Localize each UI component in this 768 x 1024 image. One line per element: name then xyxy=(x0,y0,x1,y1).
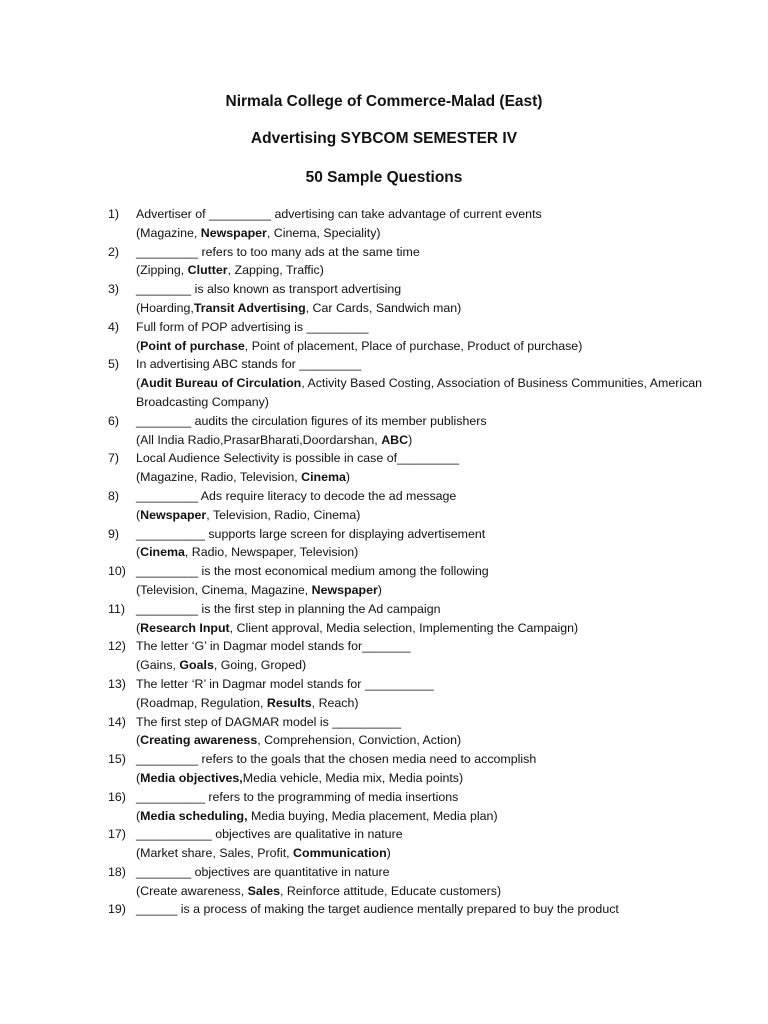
question-number: 4) xyxy=(108,319,120,334)
option: Market share xyxy=(140,846,213,861)
question-options: (Market share, Sales, Profit, Communication) xyxy=(136,846,391,861)
question-text: In advertising ABC stands for _________ xyxy=(136,357,362,372)
option: Radio xyxy=(191,545,225,560)
question-text: ________ audits the circulation figures of its member publishers xyxy=(136,413,487,428)
option: Magazine xyxy=(140,470,194,485)
option: Cinema xyxy=(313,507,357,522)
college-title: Nirmala College of Commerce-Malad (East) xyxy=(225,93,543,110)
option: Magazine xyxy=(251,582,305,597)
correct-option: Cinema xyxy=(140,545,185,560)
question-number: 19) xyxy=(108,902,126,917)
question-item xyxy=(0,863,768,901)
question-options: (Magazine, Radio, Television, Cinema) xyxy=(136,470,351,485)
option: Newspaper xyxy=(231,545,294,560)
question-number: 12) xyxy=(108,639,126,654)
option: Media selection xyxy=(326,620,413,635)
correct-option: ABC xyxy=(381,432,409,447)
question-number: 18) xyxy=(108,864,126,879)
question-number: 5) xyxy=(108,357,120,372)
question-text: The letter ‘G’ in Dagmar model stands for_______ xyxy=(136,639,411,654)
question-options: (Zipping, Clutter, Zapping, Traffic) xyxy=(136,263,324,278)
question-number: 11) xyxy=(108,601,125,616)
correct-option: Goals xyxy=(179,658,214,673)
option: Cinema xyxy=(201,582,245,597)
question-text: Local Audience Selectivity is possible in case of_________ xyxy=(136,451,460,466)
question-text: _________ refers to too many ads at the same time xyxy=(136,244,420,259)
option: Hoarding, xyxy=(140,300,194,315)
question-item xyxy=(0,562,768,600)
question-number: 9) xyxy=(108,526,120,541)
correct-option: Newspaper xyxy=(311,582,378,597)
question-item xyxy=(0,825,768,863)
question-options: (Television, Cinema, Magazine, Newspaper) xyxy=(136,582,382,597)
option: Zapping xyxy=(234,263,280,278)
question-options: (Point of purchase, Point of placement, Place of purchase, Product of purchase) xyxy=(136,338,583,353)
question-item xyxy=(0,487,768,525)
option: Television xyxy=(239,470,295,485)
option: All India Radio,PrasarBharati,Doordarshan, xyxy=(140,432,382,447)
question-number: 1) xyxy=(108,207,120,221)
question-options: (Media scheduling, Media buying, Media placement, Media plan) xyxy=(136,808,498,823)
option: Product of purchase xyxy=(467,338,579,353)
question-text: ______ is a process of making the target audience mentally prepared to buy the product xyxy=(136,902,619,917)
question-options: (Cinema, Radio, Newspaper, Television) xyxy=(136,545,359,560)
question-options: (Media objectives,Media vehicle, Media mix, Media points) xyxy=(136,770,464,785)
question-number: 17) xyxy=(108,827,126,842)
correct-option: Audit Bureau of Circulation xyxy=(140,376,302,391)
question-text: ________ objectives are quantitative in nature xyxy=(136,864,390,879)
question-item xyxy=(0,600,768,638)
option: Educate customers xyxy=(390,883,497,898)
question-text: Full form of POP advertising is _________ xyxy=(136,319,369,334)
correct-option: Newspaper xyxy=(200,225,267,240)
question-number: 16) xyxy=(108,789,126,804)
question-number: 13) xyxy=(108,676,126,691)
question-item xyxy=(0,318,768,356)
option: Point of placement xyxy=(251,338,355,353)
question-text: _________ Ads require literacy to decode the ad message xyxy=(136,488,457,503)
option: Radio xyxy=(274,507,307,522)
option: Regulation xyxy=(200,695,261,710)
option: Zipping xyxy=(140,263,181,278)
correct-option: Media objectives, xyxy=(140,770,243,785)
option: Traffic xyxy=(285,263,320,278)
question-number: 10) xyxy=(108,564,126,579)
question-item xyxy=(0,525,768,563)
correct-option: Media scheduling, xyxy=(140,808,248,823)
correct-option: Transit Advertising xyxy=(193,300,306,315)
question-text: The first step of DAGMAR model is __________ xyxy=(136,714,402,729)
question-text: _________ is the first step in planning the Ad campaign xyxy=(136,601,441,616)
option: Roadmap xyxy=(140,695,194,710)
option: Television xyxy=(299,545,355,560)
question-item xyxy=(0,449,768,487)
option: Reach xyxy=(318,695,355,710)
question-item xyxy=(0,205,768,243)
question-item xyxy=(0,900,768,919)
correct-option: Results xyxy=(266,695,312,710)
correct-option: Creating awareness xyxy=(140,733,258,748)
question-options: (All India Radio,PrasarBharati,Doordarshan, ABC) xyxy=(136,432,413,447)
option: Implementing the Campaign xyxy=(419,620,575,635)
question-item xyxy=(0,675,768,713)
correct-option: Sales xyxy=(247,883,280,898)
option: Media vehicle, Media mix, Media points xyxy=(242,770,459,785)
question-item xyxy=(0,280,768,318)
option: Cinema xyxy=(273,225,317,240)
option: Action xyxy=(422,733,457,748)
question-item xyxy=(0,750,768,788)
option: American Broadcasting Company xyxy=(136,376,703,409)
question-number: 3) xyxy=(108,282,120,297)
option: Gains xyxy=(140,658,173,673)
option: Magazine xyxy=(140,225,194,240)
question-number: 14) xyxy=(108,714,126,729)
option: Reinforce attitude xyxy=(286,883,384,898)
question-item xyxy=(0,243,768,281)
option: Groped xyxy=(260,658,303,673)
question-item xyxy=(0,412,768,450)
option: Sales xyxy=(219,846,251,861)
option: Going xyxy=(220,658,254,673)
question-options: (Hoarding,Transit Advertising, Car Cards, Sandwich man) xyxy=(136,300,462,315)
correct-option: Cinema xyxy=(301,470,346,485)
question-number: 6) xyxy=(108,413,120,428)
option: Media buying, Media placement, Media plan xyxy=(247,808,494,823)
correct-option: Point of purchase xyxy=(140,338,245,353)
question-text: Advertiser of _________ advertising can take advantage of current events xyxy=(136,207,542,221)
question-list xyxy=(0,205,768,919)
course-title: Advertising SYBCOM SEMESTER IV xyxy=(250,130,518,147)
option: Client approval xyxy=(236,620,320,635)
option: Conviction xyxy=(358,733,417,748)
question-options: (Newspaper, Television, Radio, Cinema) xyxy=(136,507,361,522)
question-options: (Magazine, Newspaper, Cinema, Speciality) xyxy=(136,225,381,240)
correct-option: Newspaper xyxy=(140,507,207,522)
question-text: ________ is also known as transport advertising xyxy=(136,282,402,297)
question-number: 8) xyxy=(108,488,120,503)
question-text: _________ is the most economical medium among the following xyxy=(136,564,489,579)
question-text: The letter ‘R’ in Dagmar model stands for __________ xyxy=(136,676,434,691)
question-options: (Audit Bureau of Circulation, Activity Based Costing, Association of Business Communities, American Broadcasting Company) xyxy=(136,376,703,409)
question-options: (Research Input, Client approval, Media selection, Implementing the Campaign) xyxy=(136,620,579,635)
option: Activity Based Costing xyxy=(307,376,431,391)
correct-option: Clutter xyxy=(187,263,228,278)
option: Speciality xyxy=(323,225,377,240)
option: Radio xyxy=(200,470,234,485)
question-number: 15) xyxy=(108,752,126,767)
question-options: (Gains, Goals, Going, Groped) xyxy=(136,658,307,673)
question-options: (Roadmap, Regulation, Results, Reach) xyxy=(136,695,359,710)
option: Association of Business Communities xyxy=(436,376,644,391)
sample-questions-title: 50 Sample Questions xyxy=(305,169,463,186)
question-item xyxy=(0,637,768,675)
question-item xyxy=(0,788,768,826)
question-item xyxy=(0,713,768,751)
question-text: ___________ objectives are qualitative in nature xyxy=(136,827,403,842)
question-options: (Creating awareness, Comprehension, Conviction, Action) xyxy=(136,733,462,748)
correct-option: Research Input xyxy=(140,620,230,635)
option: Create awareness xyxy=(140,883,241,898)
option: Comprehension xyxy=(264,733,352,748)
option: Place of purchase xyxy=(361,338,461,353)
question-item xyxy=(0,355,768,411)
option: Television xyxy=(212,507,268,522)
question-text: _________ refers to the goals that the chosen media need to accomplish xyxy=(136,752,537,767)
option: , Car Cards, Sandwich man xyxy=(305,300,458,315)
question-options: (Create awareness, Sales, Reinforce attitude, Educate customers) xyxy=(136,883,502,898)
question-text: __________ supports large screen for displaying advertisement xyxy=(136,526,486,541)
correct-option: Communication xyxy=(293,846,387,861)
question-number: 7) xyxy=(108,451,120,466)
option: Television xyxy=(140,582,195,597)
question-number: 2) xyxy=(108,244,120,259)
question-text: __________ refers to the programming of media insertions xyxy=(136,789,459,804)
option: Profit xyxy=(257,846,287,861)
